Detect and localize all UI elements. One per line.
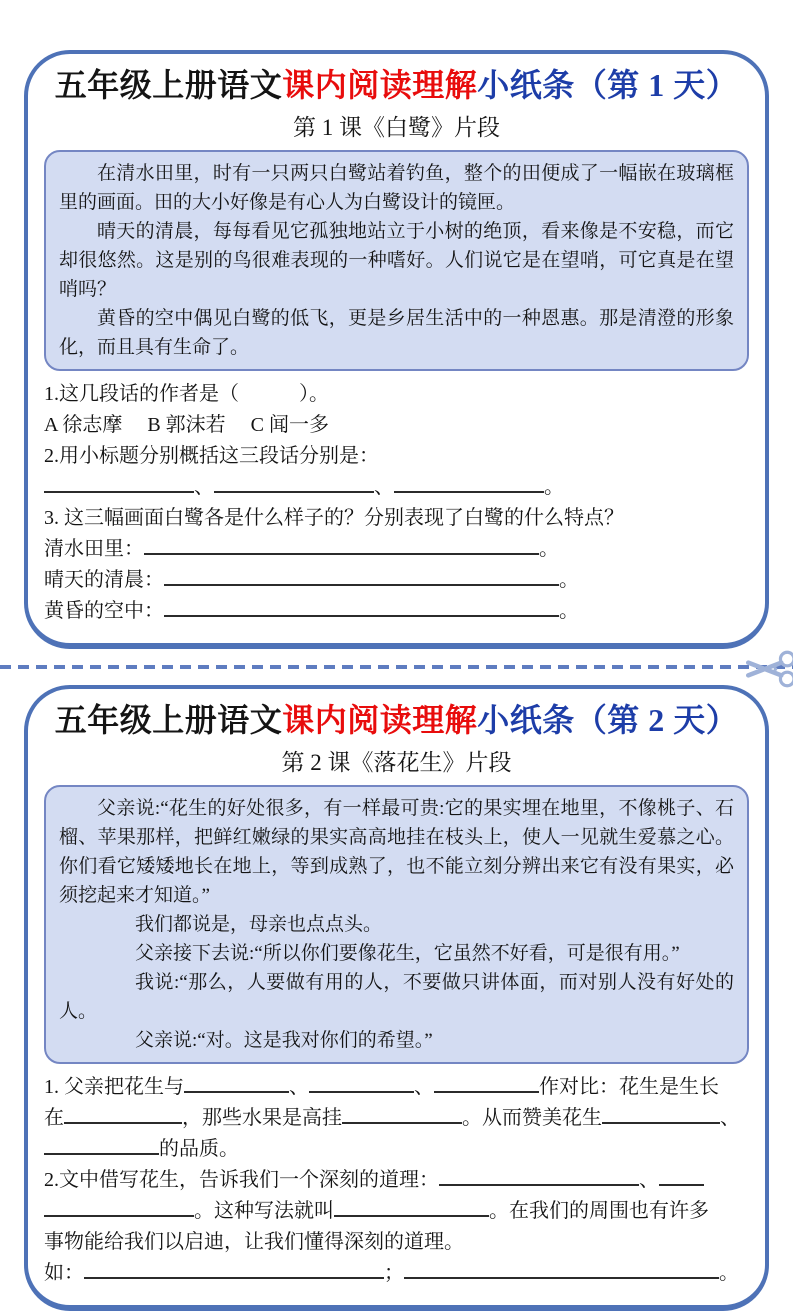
day2-title-blue: 小纸条（第 2 天）	[477, 702, 739, 739]
answer-blank[interactable]	[309, 1072, 414, 1093]
question-text: 2.用小标题分别概括这三段话分别是：	[44, 445, 379, 468]
answer-blank[interactable]	[342, 1103, 462, 1124]
answer-blank[interactable]	[214, 472, 374, 493]
question-line	[44, 596, 749, 627]
question-text: 。	[559, 600, 579, 623]
question-text: 。	[544, 476, 564, 499]
question-text: 、	[374, 476, 394, 499]
day2-title-black: 五年级上册语文	[54, 702, 283, 739]
question-text: 黄昏的空中：	[44, 600, 164, 623]
question-text: 。	[719, 1262, 739, 1285]
question-line	[44, 503, 749, 534]
question-text: 作对比：花生是生长	[539, 1076, 719, 1099]
question-text: 。	[539, 538, 559, 561]
day2-subtitle: 第 2 课《落花生》片段	[281, 750, 512, 776]
question-text: 晴天的清晨：	[44, 569, 164, 592]
passage-paragraph: 父亲接下去说:“所以你们要像花生，它虽然不好看，可是很有用。”	[135, 943, 680, 965]
day1-questions	[44, 379, 749, 627]
question-text: 。在我们的周围也有许多	[489, 1200, 709, 1223]
question-line	[44, 1103, 749, 1134]
passage-paragraph: 晴天的清晨，每每看见它孤独地站立于小树的绝顶，看来像是不安稳，而它却很悠然。这是别的鸟很难表现的一种嗜好。人们说它是在望哨，可它真是在望哨吗？	[59, 221, 734, 301]
question-text: 。	[559, 569, 579, 592]
question-line	[44, 565, 749, 596]
question-text: 的品质。	[159, 1138, 239, 1161]
question-text: 在	[44, 1107, 64, 1130]
day1-passage-box	[44, 150, 749, 371]
answer-blank[interactable]	[64, 1103, 182, 1124]
question-text: 如：	[44, 1262, 84, 1285]
answer-blank[interactable]	[144, 534, 539, 555]
question-text: 3. 这三幅画面白鹭各是什么样子的？分别表现了白鹭的什么特点？	[44, 507, 624, 530]
passage-paragraph: 父亲说:“花生的好处很多，有一样最可贵:它的果实埋在地里，不像桃子、石榴、苹果那样，把鲜红嫩绿的果实高高地挂在枝头上，使人一见就生爱慕之心。你们看它矮矮地长在地上，等到成熟了，也不能立刻分辨出来它有没有果实，必须挖起来才知道。”	[59, 798, 734, 907]
question-line	[44, 1072, 749, 1103]
answer-blank[interactable]	[164, 565, 559, 586]
question-line	[44, 1165, 749, 1196]
question-line	[44, 1258, 749, 1289]
answer-blank[interactable]	[659, 1165, 704, 1186]
answer-blank[interactable]	[164, 596, 559, 617]
day1-card	[24, 50, 769, 649]
question-text: 清水田里：	[44, 538, 144, 561]
answer-blank[interactable]	[394, 472, 544, 493]
answer-blank[interactable]	[334, 1196, 489, 1217]
passage-paragraph: 父亲说:“对。这是我对你们的希望。”	[135, 1030, 433, 1052]
day2-card	[24, 685, 769, 1311]
question-text: 事物能给我们以启迪，让我们懂得深刻的道理。	[44, 1231, 464, 1254]
day1-title	[44, 64, 749, 107]
question-text: 1. 父亲把花生与	[44, 1076, 184, 1099]
question-text: 、	[194, 476, 214, 499]
day2-title-red: 课内阅读理解	[282, 702, 478, 739]
question-line	[44, 410, 749, 441]
question-line	[44, 1134, 749, 1165]
answer-blank[interactable]	[434, 1072, 539, 1093]
answer-blank[interactable]	[44, 472, 194, 493]
day1-title-black: 五年级上册语文	[54, 67, 283, 103]
question-text: 1.这几段话的作者是（ ）。	[44, 383, 329, 406]
answer-blank[interactable]	[404, 1258, 719, 1279]
question-line	[44, 534, 749, 565]
day1-subtitle: 第 1 课《白鹭》片段	[293, 115, 500, 141]
answer-blank[interactable]	[602, 1103, 720, 1124]
dashed-cut-line	[0, 665, 793, 669]
scissors-icon	[741, 649, 793, 689]
question-text: 、	[414, 1076, 434, 1099]
question-line	[44, 1227, 749, 1258]
passage-paragraph: 在清水田里，时有一只两只白鹭站着钓鱼，整个的田便成了一幅嵌在玻璃框里的画面。田的大小好像是有心人为白鹭设计的镜匣。	[59, 163, 734, 214]
answer-blank[interactable]	[439, 1165, 639, 1186]
question-text: 、	[720, 1107, 740, 1130]
day2-title	[44, 699, 749, 742]
answer-blank[interactable]	[184, 1072, 289, 1093]
question-text: 、	[639, 1169, 659, 1192]
question-line	[44, 1196, 749, 1227]
day1-title-red: 课内阅读理解	[282, 67, 478, 103]
passage-paragraph: 我们都说是，母亲也点点头。	[135, 914, 383, 936]
passage-paragraph: 我说:“那么，人要做有用的人，不要做只讲体面，而对别人没有好处的人。	[59, 972, 734, 1023]
question-text: 2.文中借写花生，告诉我们一个深刻的道理：	[44, 1169, 439, 1192]
answer-blank[interactable]	[84, 1258, 384, 1279]
day2-passage-box	[44, 785, 749, 1064]
question-text: ，那些水果是高挂	[182, 1107, 342, 1130]
answer-blank[interactable]	[44, 1134, 159, 1155]
answer-blank[interactable]	[44, 1196, 194, 1217]
question-line	[44, 472, 749, 503]
question-line	[44, 379, 749, 410]
question-text: 。从而赞美花生	[462, 1107, 602, 1130]
question-text: 。这种写法就叫	[194, 1200, 334, 1223]
question-text: 、	[289, 1076, 309, 1099]
day2-questions	[44, 1072, 749, 1289]
passage-paragraph: 黄昏的空中偶见白鹭的低飞，更是乡居生活中的一种恩惠。那是清澄的形象化，而且具有生命了。	[59, 308, 734, 359]
question-text: ；	[384, 1262, 404, 1285]
cut-divider	[0, 649, 793, 685]
question-text: A 徐志摩 B 郭沫若 C 闻一多	[44, 414, 330, 437]
day1-title-blue: 小纸条（第 1 天）	[477, 67, 739, 103]
question-line	[44, 441, 749, 472]
